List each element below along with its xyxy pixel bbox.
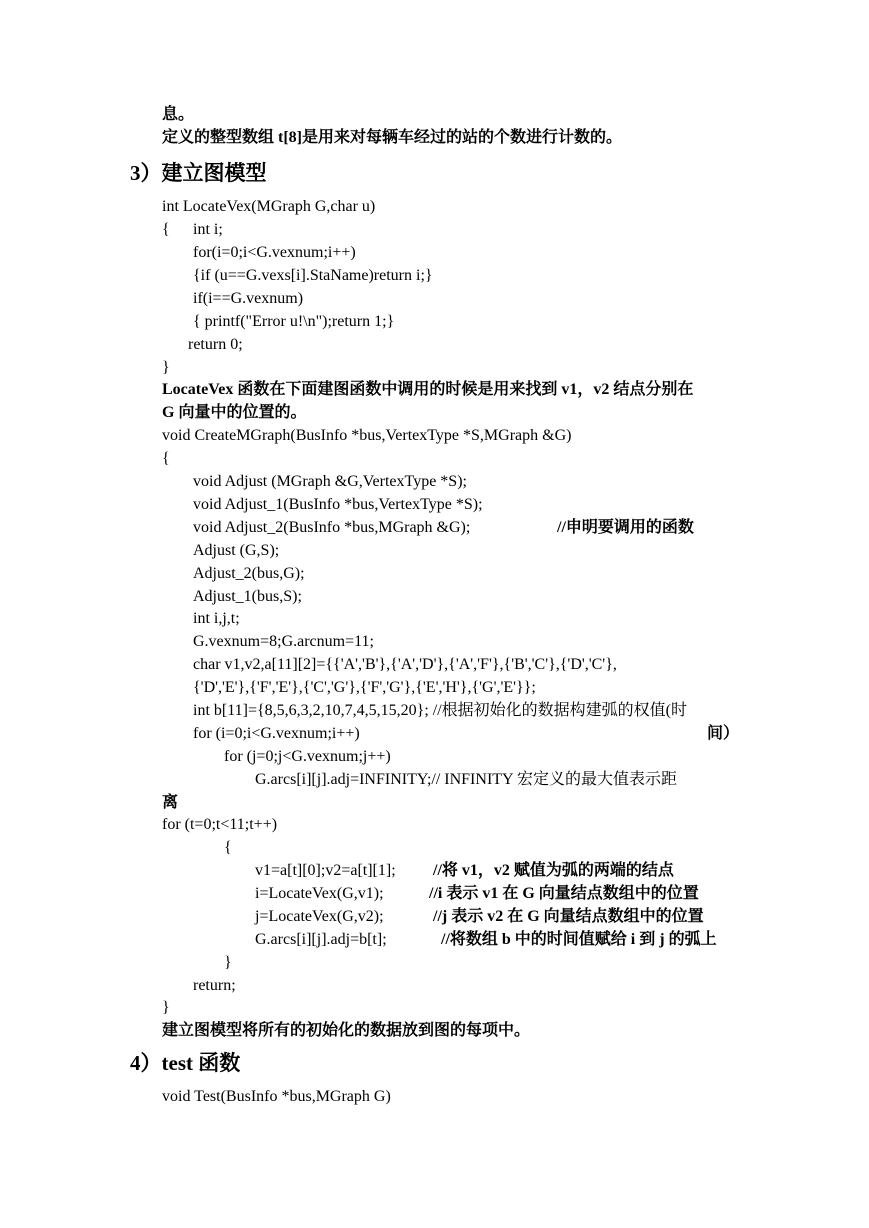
text-line: 建立图模型将所有的初始化的数据放到图的每项中。 xyxy=(162,1022,531,1039)
code-line: return; xyxy=(193,977,236,994)
code-line: G.arcs[i][j].adj=INFINITY;// INFINITY 宏定义的最大值表示距 xyxy=(255,771,678,788)
code-comment: //将 v1，v2 赋值为弧的两端的结点 xyxy=(433,862,674,879)
code-line: if(i==G.vexnum) xyxy=(193,290,304,307)
code-line: { xyxy=(162,221,170,238)
code-line: Adjust_1(bus,S); xyxy=(193,588,302,605)
code-line: void Test(BusInfo *bus,MGraph G) xyxy=(162,1088,391,1105)
code-line: int b[11]={8,5,6,3,2,10,7,4,5,15,20}; //根据初始化的数据构建弧的权值(时 xyxy=(193,702,688,719)
code-line: { printf("Error u!\n");return 1;} xyxy=(193,313,395,330)
code-line: void Adjust_1(BusInfo *bus,VertexType *S); xyxy=(193,496,483,513)
code-line: G.arcs[i][j].adj=b[t]; xyxy=(255,931,387,948)
code-line: int i; xyxy=(193,221,223,238)
code-line: {if (u==G.vexs[i].StaName)return i;} xyxy=(193,267,433,284)
code-line: } xyxy=(224,954,232,971)
section-heading-4: 4）test 函数 xyxy=(130,1051,241,1075)
code-line: void CreateMGraph(BusInfo *bus,VertexType *S,MGraph &G) xyxy=(162,427,572,444)
code-line: { xyxy=(162,450,170,467)
text-line: 定义的整型数组 t[8]是用来对每辆车经过的站的个数进行计数的。 xyxy=(162,129,622,146)
section-heading-3: 3）建立图模型 xyxy=(130,161,267,185)
code-line: char v1,v2,a[11][2]={{'A','B'},{'A','D'},{'A','F'},{'B','C'},{'D','C'}, xyxy=(193,656,617,673)
text-line: 息。 xyxy=(162,106,195,123)
code-line: for(i=0;i<G.vexnum;i++) xyxy=(193,244,356,261)
code-line: i=LocateVex(G,v1); xyxy=(255,885,384,902)
code-line: } xyxy=(162,359,170,376)
code-comment: //申明要调用的函数 xyxy=(557,519,694,536)
code-line: G.vexnum=8;G.arcnum=11; xyxy=(193,633,374,650)
code-comment: //i 表示 v1 在 G 向量结点数组中的位置 xyxy=(429,885,699,902)
code-line: for (t=0;t<11;t++) xyxy=(162,816,278,833)
code-comment: //j 表示 v2 在 G 向量结点数组中的位置 xyxy=(433,908,704,925)
code-line: } xyxy=(162,999,170,1016)
text-line: LocateVex 函数在下面建图函数中调用的时候是用来找到 v1，v2 结点分别在 xyxy=(162,381,694,398)
code-line: for (j=0;j<G.vexnum;j++) xyxy=(224,748,391,765)
code-line: Adjust_2(bus,G); xyxy=(193,565,305,582)
code-line: int LocateVex(MGraph G,char u) xyxy=(162,198,376,215)
code-line: { xyxy=(224,839,232,856)
code-line: Adjust (G,S); xyxy=(193,542,280,559)
code-comment-wrap: 离 xyxy=(162,794,179,811)
code-line: v1=a[t][0];v2=a[t][1]; xyxy=(255,862,396,879)
code-line: {'D','E'},{'F','E'},{'C','G'},{'F','G'},{'E','H'},{'G','E'}}; xyxy=(193,679,536,696)
code-comment-wrap: 间） xyxy=(707,725,740,742)
code-line: for (i=0;i<G.vexnum;i++) xyxy=(193,725,360,742)
code-line: j=LocateVex(G,v2); xyxy=(255,908,384,925)
code-line: int i,j,t; xyxy=(193,610,240,627)
code-line: void Adjust (MGraph &G,VertexType *S); xyxy=(193,473,467,490)
code-line: return 0; xyxy=(188,336,243,353)
code-line: void Adjust_2(BusInfo *bus,MGraph &G); xyxy=(193,519,471,536)
code-comment: //将数组 b 中的时间值赋给 i 到 j 的弧上 xyxy=(441,931,717,948)
text-line: G 向量中的位置的。 xyxy=(162,404,307,421)
